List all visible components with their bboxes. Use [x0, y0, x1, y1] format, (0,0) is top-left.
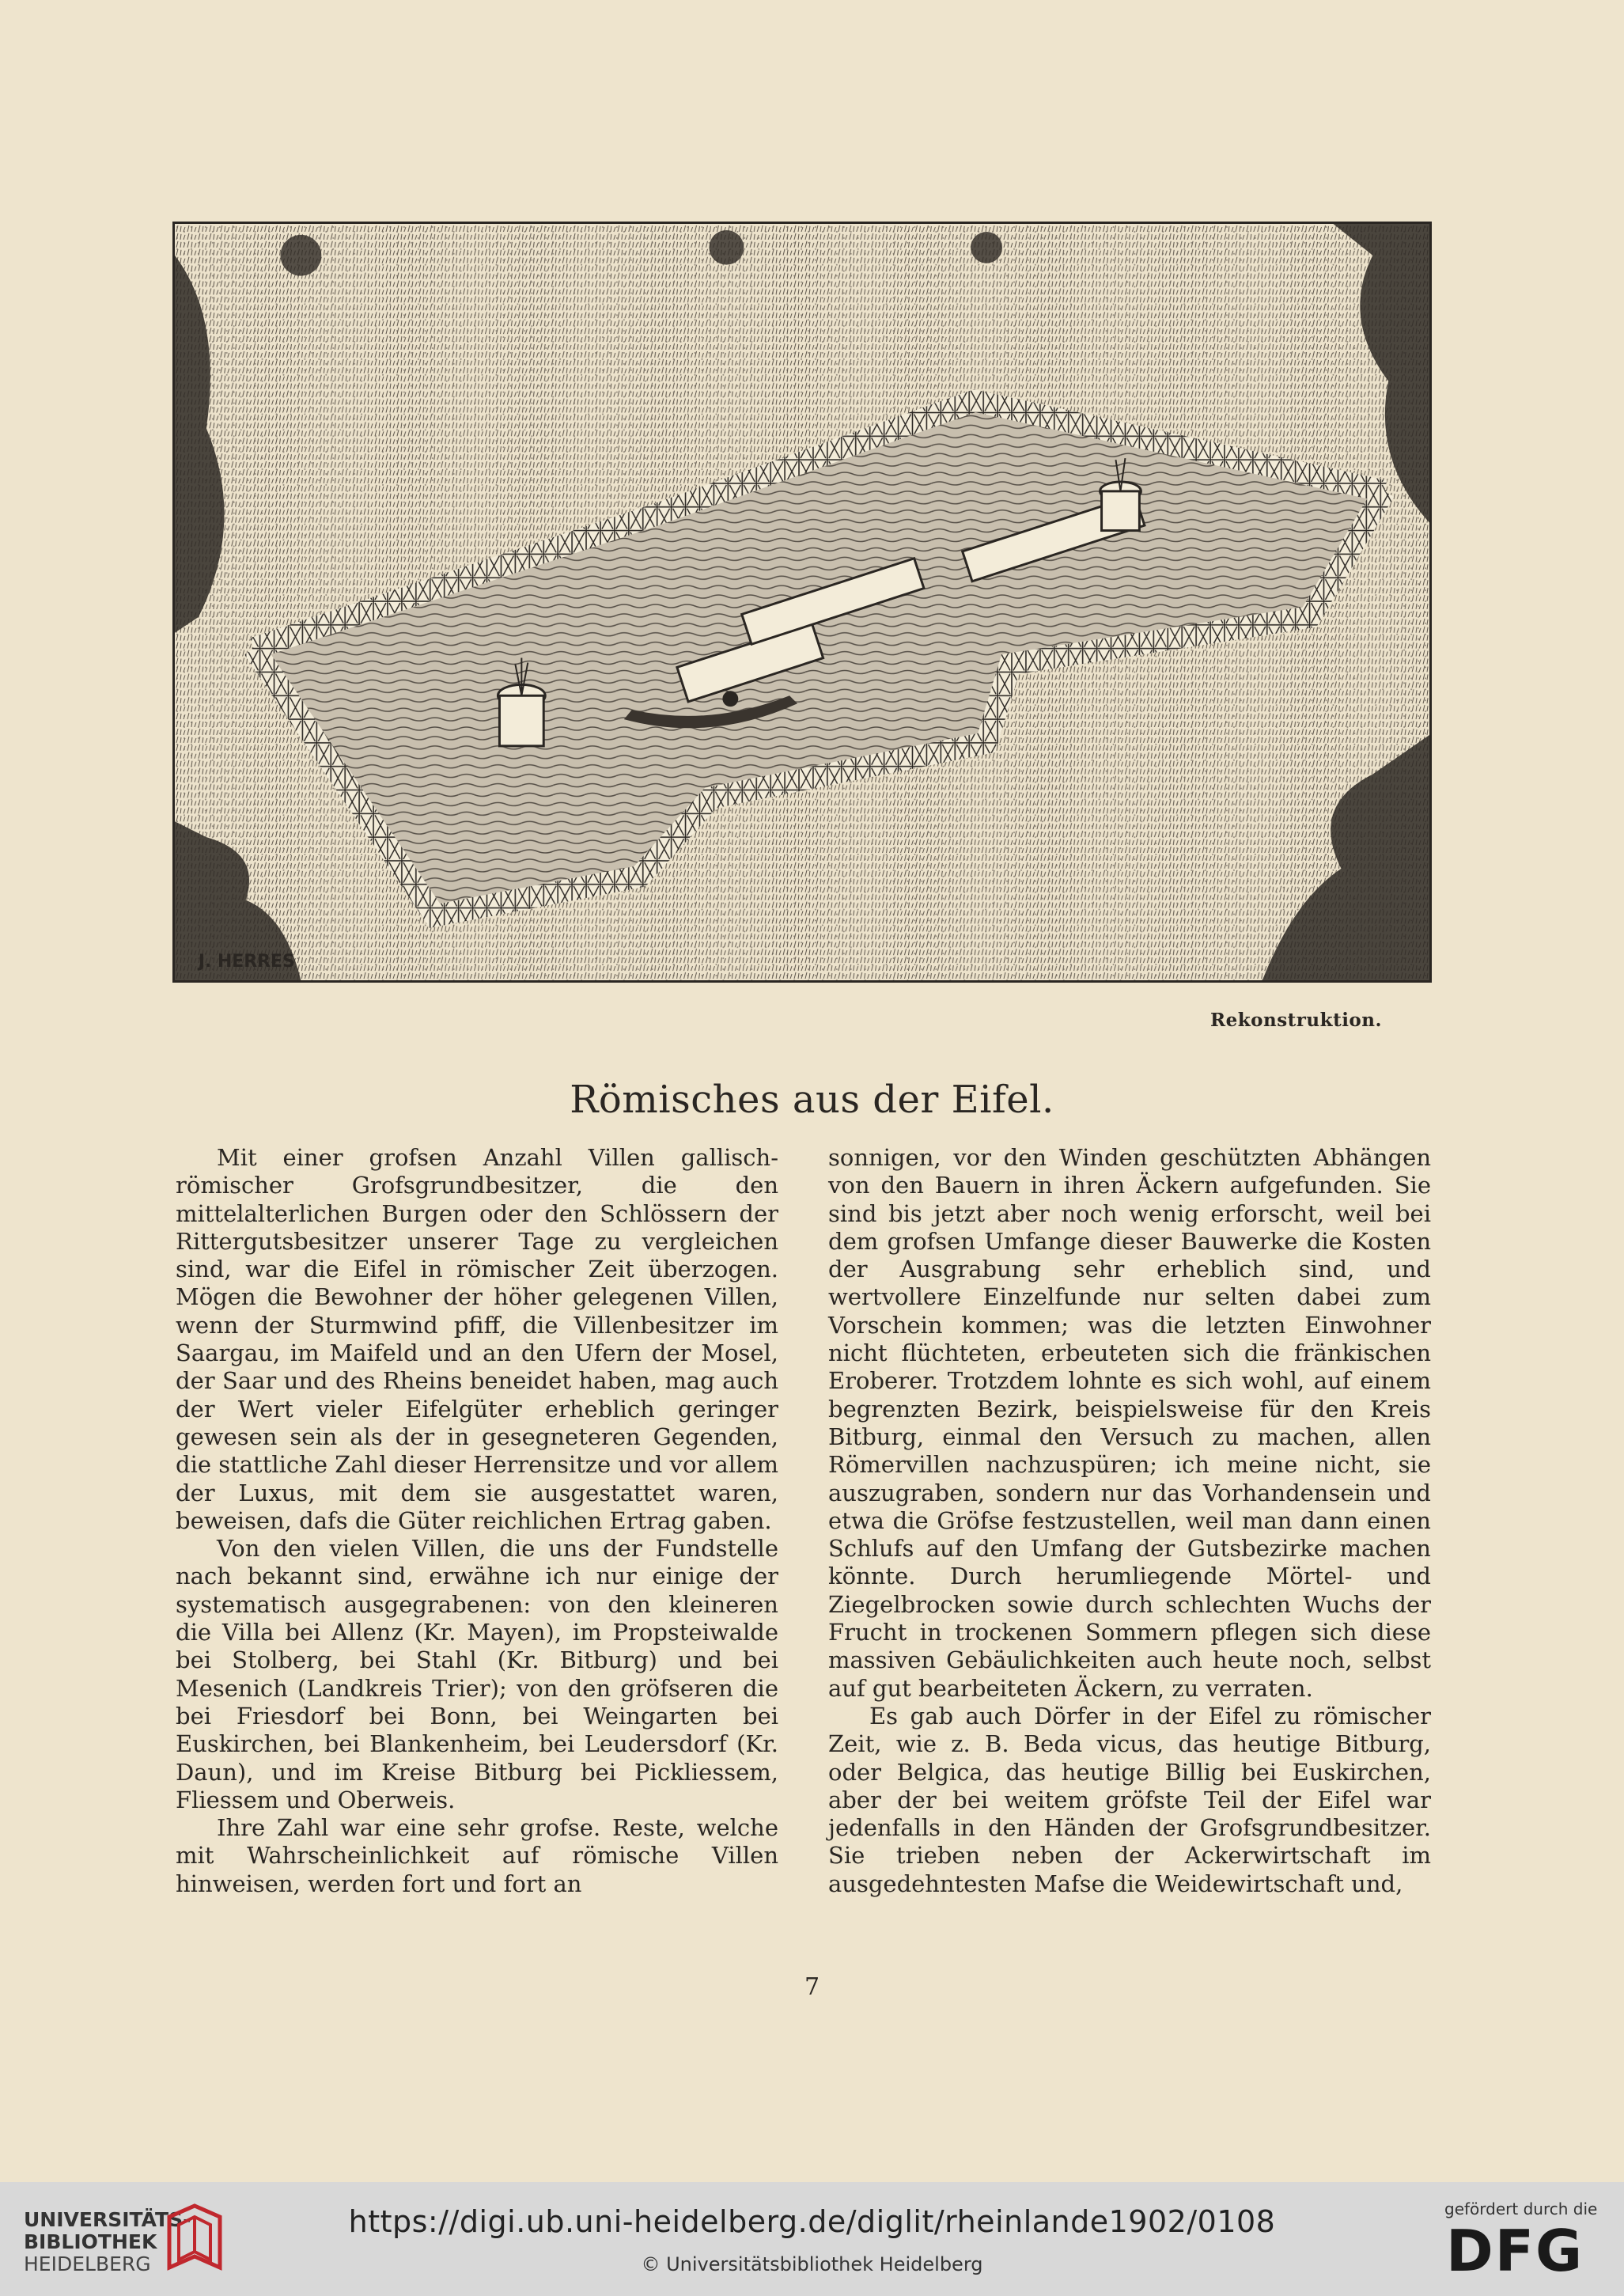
pond-drawing [175, 224, 1429, 980]
artist-signature: J. HERRES [198, 952, 295, 972]
library-name-line: HEIDELBERG [24, 2252, 151, 2275]
figure-caption: Rekonstruktion. [1209, 1010, 1382, 1031]
page-number: 7 [804, 1973, 820, 2001]
library-name-line: UNIVERSITÄTS- [24, 2208, 191, 2231]
reconstruction-illustration [172, 222, 1432, 983]
text-column-right [828, 1144, 1431, 1898]
paragraph: Ihre Zahl war eine sehr grofse. Reste, welche mit Wahrscheinlichkeit auf römische Villen hinweisen, werden fort und fort an [176, 1814, 778, 1897]
paragraph: Von den vielen Villen, die uns der Fundstelle nach bekannt sind, erwähne ich nur einige der systematisch ausgegrabenen: von den kleineren die Villa bei Allenz (Kr. Mayen), im Propsteiwalde bei Stolberg, bei Stahl (Kr. Bitburg) und bei Mesenich (Landkreis Trier); von den gröfseren die bei Friesdorf bei Bonn, bei Weingarten bei Euskirchen, bei Blankenheim, bei Leudersdorf (Kr. Daun), und im Kreise Bitburg bei Pickliessem, Fliessem und Oberweis. [176, 1535, 778, 1813]
paragraph: Es gab auch Dörfer in der Eifel zu römischer Zeit, wie z. B. Beda vicus, das heutige Bitburg, oder Belgica, das heutige Billig bei Euskirchen, aber der bei weitem gröfste Teil der Eifel war jedenfalls in den Händen der Grofsgrundbesitzer. Sie trieben neben der Ackerwirtschaft im ausgedehntesten Mafse die Weidewirtschaft und, [828, 1702, 1431, 1897]
document-url-link[interactable]: https://digi.ub.uni-heidelberg.de/diglit/rheinlande1902/0108 [348, 2204, 1276, 2239]
text-column-left [176, 1144, 778, 1898]
article-title: Römisches aus der Eifel. [570, 1078, 1054, 1122]
library-name-line: BIBLIOTHEK [24, 2230, 157, 2253]
copyright-notice: © Universitätsbibliothek Heidelberg [641, 2253, 983, 2275]
dfg-logo-icon[interactable] [1446, 2222, 1601, 2277]
paragraph: Mit einer grofsen Anzahl Villen gallisch-römischer Grofsgrundbesitzer, die den mittelalterlichen Burgen oder den Schlössern der Rittergutsbesitzer unserer Tage zu vergleichen sind, war die Eifel in römischer Zeit überzogen. Mögen die Bewohner der höher gelegenen Villen, wenn der Sturmwind pfiff, die Villenbesitzer im Saargau, im Maifeld und an den Ufern der Mosel, der Saar und des Rheins beneidet haben, mag auch der Wert vieler Eifelgüter erheblich geringer gewesen sein als der in gesegneteren Gegenden, die stattliche Zahl dieser Herrensitze und vor allem der Luxus, mit dem sie ausgestattet waren, beweisen, dafs die Güter reichlichen Ertrag gaben. [176, 1144, 778, 1534]
paragraph: sonnigen, vor den Winden geschützten Abhängen von den Bauern in ihren Äckern aufgefunden. Sie sind bis jetzt aber noch wenig erforscht, weil bei dem grofsen Umfange dieser Bauwerke die Kosten der Ausgrabung sehr erheblich sind, und wertvollere Einzelfunde nur selten dabei zum Vorschein kommen; was die letzten Einwohner nicht flüchteten, erbeuteten sich die fränkischen Eroberer. Trotzdem lohnte es sich wohl, auf einem begrenzten Bezirk, beispielsweise für den Kreis Bitburg, einmal den Versuch zu machen, allen Römervillen nachzuspüren; ich meine nicht, sie auszugraben, sondern nur das Vorhandensein und etwa die Gröfse festzustellen, weil man dann einen Schlufs auf den Umfang der Gutsbezirke machen könnte. Durch herumliegende Mörtel- und Ziegelbrocken sowie durch schlechten Wuchs der Frucht in trockenen Sommern pflegen sich diese massiven Gebäulichkeiten auch heute noch, selbst auf gut bearbeiteten Äckern, zu verraten. [828, 1144, 1431, 1702]
dfg-logo-text: DFG [1446, 2222, 1584, 2277]
funding-label: gefördert durch die [1444, 2199, 1598, 2218]
digitization-footer [0, 2182, 1624, 2296]
